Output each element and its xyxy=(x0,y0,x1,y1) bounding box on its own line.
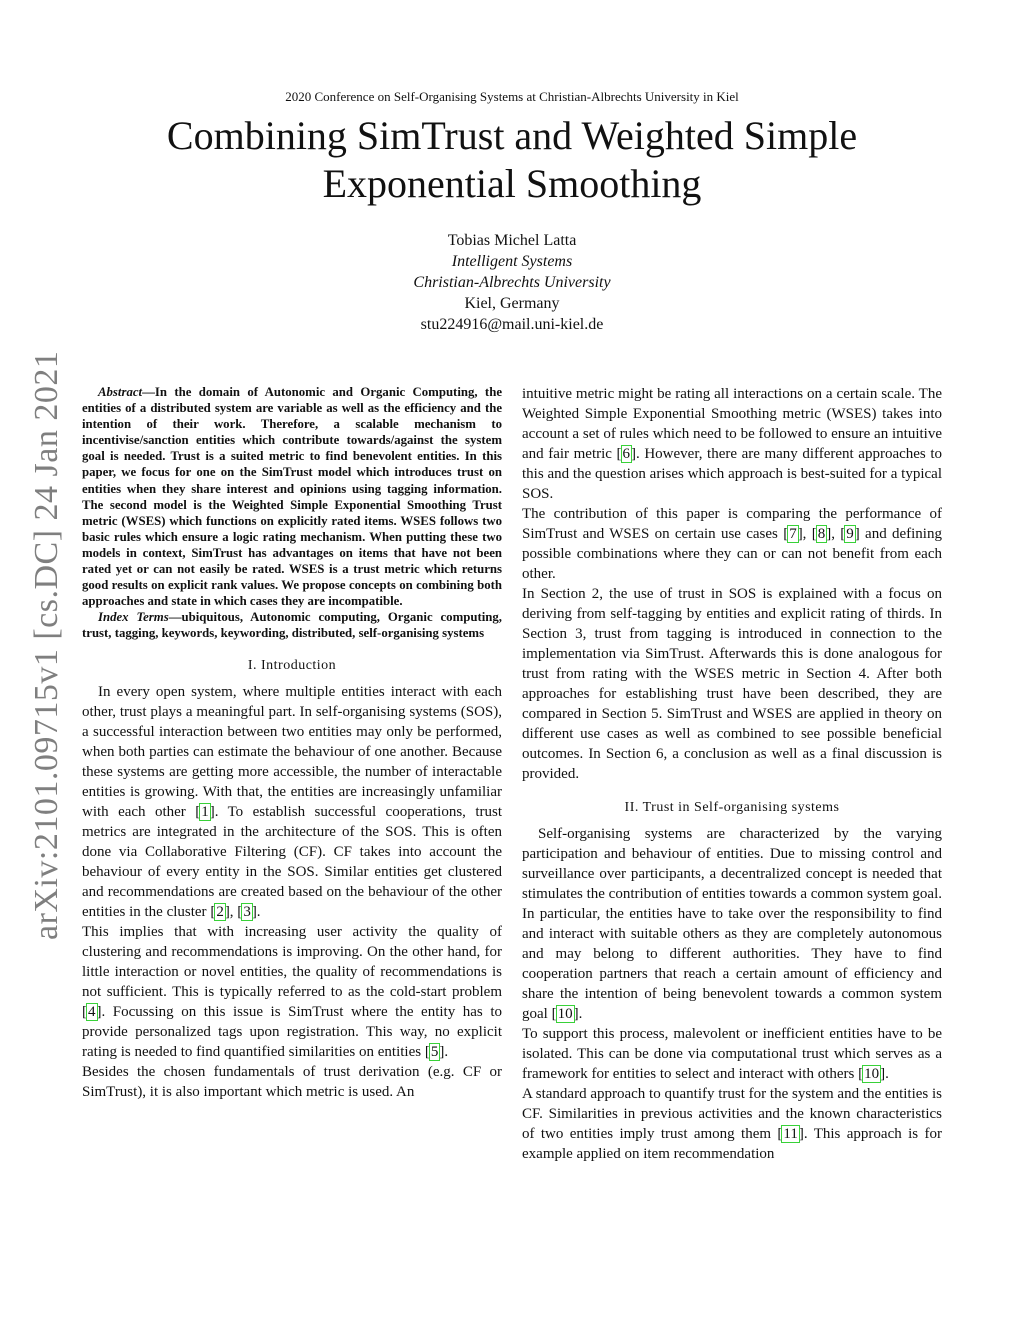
abstract-label: Abstract xyxy=(98,385,143,399)
right-p1-text-b: . However, there are many different approaches to this and the question arises which approach is best-suited for a typical SOS. xyxy=(522,446,943,502)
right-p2-text-a: The contribution of this paper is comparing the performance of SimTrust and WSES on certain use cases xyxy=(522,506,942,542)
right-paragraph-3: In Section 2, the use of trust in SOS is explained with a focus on deriving from self-tagging by entities and explicit rating of thirds. In Section 3, trust from tagging is introduced in connection to the implementation via SimTrust. Afterwards this is done analogous for trust from rating with the WSES metric in Section 4. After both approaches for establishing trust have been described, they are compared in Section 5. SimTrust and WSES are applied in theory on different use cases as well as combined to see possible beneficial outcomes. In Section 6, a conclusion as well as a final discussion is provided. xyxy=(522,586,942,782)
right-column xyxy=(522,384,942,1164)
author-location: Kiel, Germany xyxy=(464,295,560,312)
intro-paragraph-2: This implies that with increasing user activity the quality of clustering and recommendations is improving. On the other hand, for little interaction or novel entities, the quality of recommendations is not sufficient. This is typically referred to as the cold-start problem [4]. Focussing on this issue is SimTrust where the entity has to provide personalized tags upon registration. This way, no explicit rating is needed to find quantified similarities on entities [5]. xyxy=(82,923,502,1060)
trust-p2-text-a: To support this process, malevolent or inefficient entities have to be isolated. This can be done via computational trust which serves as a framework for entities to select and interact with others xyxy=(522,1026,942,1082)
author-email: stu224916@mail.uni-kiel.de xyxy=(420,316,604,333)
intro-p1-text-a: In every open system, where multiple entities interact with each other, trust plays a meaningful part. In self-organising systems (SOS), a successful interaction between two entities may only be performed, when both parties can estimate the behaviour of one another. Because these systems are getting more accessible, the number of interactable entities is growing. With that, the entities are increasingly unfamiliar with each other xyxy=(82,683,502,820)
citation-link[interactable]: 10 xyxy=(864,1066,880,1082)
citation-link[interactable]: 2 xyxy=(216,903,224,920)
right-paragraph-2: The contribution of this paper is comparing the performance of SimTrust and WSES on certain use cases [7], [8], [9] and defining possible combinations where they can or can not benefit from each other. xyxy=(522,506,942,582)
right-paragraph-1: intuitive metric might be rating all interactions on a certain scale. The Weighted Simple Exponential Smoothing metric (WSES) takes into account a set of rules which need to be followed to ensure an intuitive and fair metric [6]. However, there are many different approaches to this and the question arises which approach is best-suited for a typical SOS. xyxy=(522,386,943,502)
index-terms-label: Index Terms xyxy=(98,610,169,625)
citation-link[interactable]: 7 xyxy=(789,526,797,542)
intro-paragraph-3: Besides the chosen fundamentals of trust derivation (e.g. CF or SimTrust), it is also important which metric is used. An xyxy=(82,1063,502,1100)
author-dept: Intelligent Systems xyxy=(451,253,573,270)
citation-link[interactable]: 11 xyxy=(783,1126,798,1142)
citation-link[interactable]: 4 xyxy=(88,1003,96,1020)
arxiv-sidebar-id: arXiv:2101.09715v1 [cs.DC] 24 Jan 2021 xyxy=(28,350,65,940)
trust-paragraph-1: Self-organising systems are characterized by the varying participation and behaviour of entities. Due to missing control and surveillance over participants, a decentralized concept is needed that stimulates the contribution of entities towards a common system goal. In particular, the entities have to take over the responsibility to find and interact with suitable others as they are completely autonomous and may belong to different authorities. They have to find cooperation partners that reach a certain amount of efficiency and share the intention of being benevolent towards a common system goal [10]. xyxy=(522,826,942,1022)
trust-paragraph-3: A standard approach to quantify trust for the system and the entities is CF. Similarities in previous activities and the known characteristics of two entities imply trust among them [11]. This approach is for example applied on item recommendation xyxy=(522,1086,942,1162)
intro-p2-text-a: This implies that with increasing user activity the quality of clustering and recommendations is improving. On the other hand, for little interaction or novel entities, the quality of recommendations is not sufficient. This is typically referred to as the cold-start problem xyxy=(82,923,502,1000)
citation-link[interactable]: 3 xyxy=(243,903,251,920)
section-heading-introduction: I. Introduction xyxy=(247,657,337,673)
trust-p1-text-a: Self-organising systems are characterized by the varying participation and behaviour of entities. Due to missing control and surveillance over participants, a decentralized concept is needed that stimulates the contribution of entities towards a common system goal. In particular, the entities have to take over the responsibility to find and interact with suitable others as they are completely autonomous and may belong to different authorities. They have to find cooperation partners that reach a certain amount of efficiency and share the intention of being benevolent towards a common system goal xyxy=(522,826,942,1022)
author-name: Tobias Michel Latta xyxy=(447,232,577,249)
abstract-text: —In the domain of Autonomic and Organic Computing, the entities of a distributed system are variable as well as the efficiency and the intention of their work. Therefore, a scalable mechanism to incentivise/sanction entities which contribute towards/against the system goal is needed. Trust is a suited metric to find benevolent entities. In this paper, we focus for one on the SimTrust model which introduces trust on entities when they share interest and opinions using tagging information. The second model is the Weighted Simple Exponential Smoothing Trust metric (WSES) which functions on explicitly rated items. WSES follows two basic rules which ensure a logic rating mechanism. When putting these two models in context, SimTrust has advantages on items that have not been rated yet or can not easily be rated. WSES is a trust metric which returns good results on explicit rank values. We propose concepts on combining both approaches and state in which cases they are incompatible. xyxy=(82,385,502,609)
abstract xyxy=(82,384,502,642)
paper-title: Combining SimTrust and Weighted Simple Exponential Smoothing xyxy=(166,113,858,206)
intro-paragraph-1: In every open system, where multiple entities interact with each other, trust plays a meaningful part. In self-organising systems (SOS), a successful interaction between two entities may only be performed, when both parties can estimate the behaviour of one another. Because these systems are getting more accessible, the number of interactable entities is growing. With that, the entities are increasingly unfamiliar with each other [1]. To establish successful cooperations, trust metrics are integrated in the architecture of the SOS. This is often done via Collaborative Filtering (CF). CF takes into account the behaviour of every entity in the SOS. Similar entities get clustered and recommendations are created based on the behaviour of the other entities in the cluster [2], [3]. xyxy=(82,683,503,920)
citation-link[interactable]: 8 xyxy=(817,526,826,542)
citation-link[interactable]: 9 xyxy=(846,526,854,542)
citation-link[interactable]: 1 xyxy=(201,803,209,820)
trust-p3-text-b: . This approach is for example applied on item recommendation xyxy=(522,1126,942,1162)
intro-p2-text-b: . Focussing on this issue is SimTrust where the entity has to provide personalized tags upon registration. This way, no explicit rating is needed to find quantified similarities on entities xyxy=(82,1003,502,1060)
citation-link[interactable]: 10 xyxy=(557,1006,573,1022)
intro-p1-text-b: . To establish successful cooperations, trust metrics are integrated in the architecture of the SOS. This is often done via Collaborative Filtering (CF). CF takes into account the behaviour of every entity in the SOS. Similar entities get clustered and recommendations are created based on the behaviour of the other entities in the cluster xyxy=(82,803,503,920)
conference-header: 2020 Conference on Self-Organising Systems at Christian-Albrechts University in Kiel xyxy=(285,89,739,104)
index-terms-paragraph xyxy=(82,609,502,641)
trust-paragraph-2: To support this process, malevolent or inefficient entities have to be isolated. This can be done via computational trust which serves as a framework for entities to select and interact with others [10]. xyxy=(522,1026,942,1082)
section-heading-trust: II. Trust in Self-organising systems xyxy=(624,800,840,815)
author-block xyxy=(0,230,1024,335)
left-column xyxy=(82,384,502,1102)
index-terms-text: —ubiquitous, Autonomic computing, Organic computing, trust, tagging, keywords, keywording, distributed, self-organising systems xyxy=(82,610,502,641)
right-p1-text-a: intuitive metric might be rating all interactions on a certain scale. The Weighted Simple Exponential Smoothing metric (WSES) takes into account a set of rules which need to be followed to ensure an intuitive and fair metric xyxy=(522,386,942,462)
citation-link[interactable]: 6 xyxy=(622,446,631,462)
trust-p3-text-a: A standard approach to quantify trust for the system and the entities is CF. Similarities in previous activities and the known characteristics of two entities imply trust among them xyxy=(522,1086,942,1142)
right-p2-text-b: and defining possible combinations where they can or can not benefit from each other. xyxy=(522,526,942,582)
author-org: Christian-Albrechts University xyxy=(413,274,611,291)
citation-link[interactable]: 5 xyxy=(430,1043,439,1060)
abstract-paragraph xyxy=(82,384,502,609)
